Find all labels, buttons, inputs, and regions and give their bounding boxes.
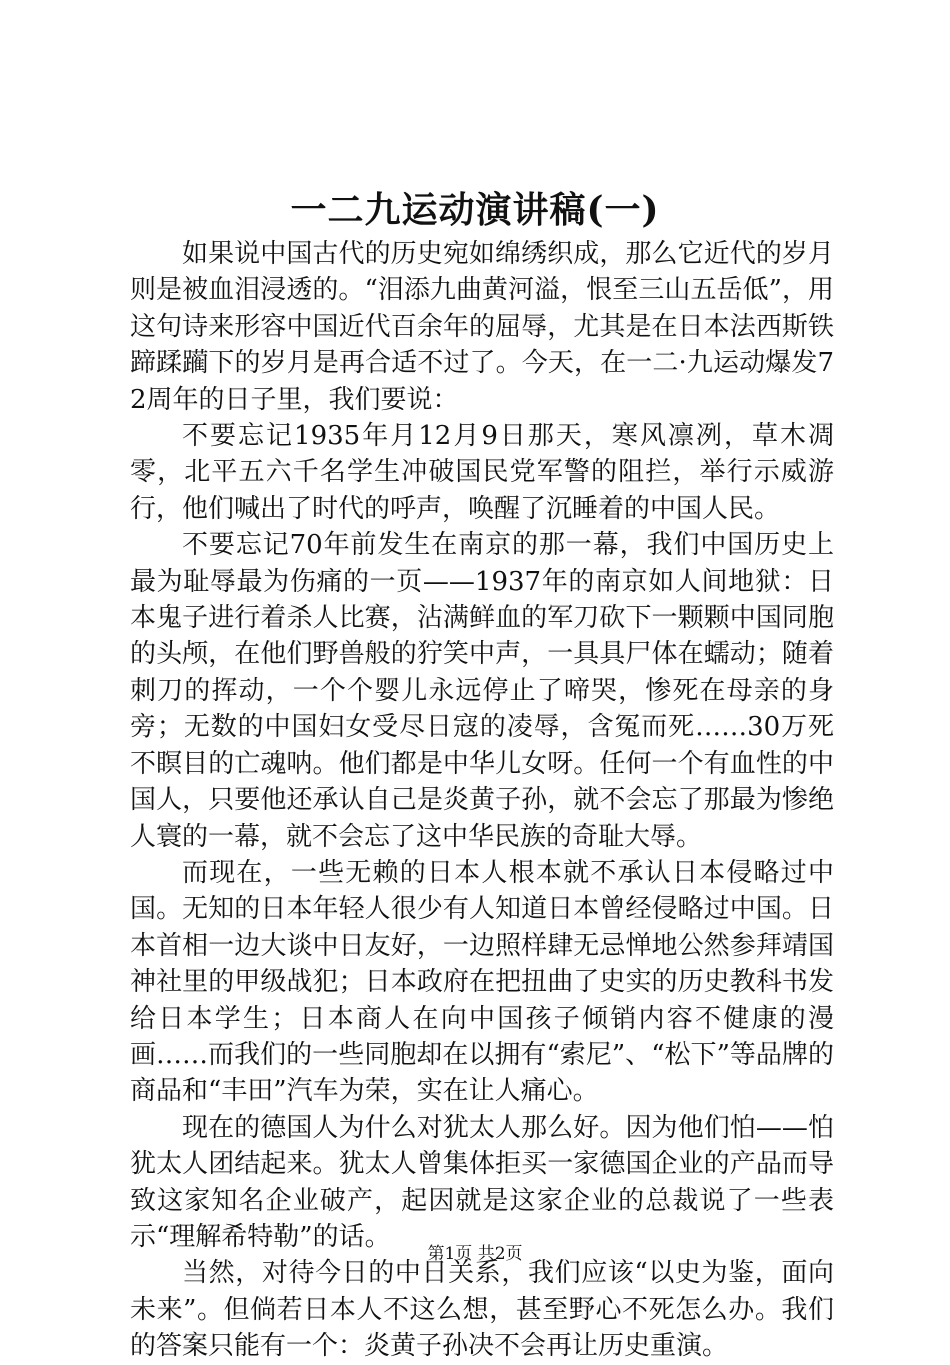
paragraph: 现在的德国人为什么对犹太人那么好。因为他们怕——怕犹太人团结起来。犹太人曾集体拒买一家德国企业的产品而导致这家知名企业破产，起因就是这家企业的总裁说了一些表示“理解希特勒”的话。 xyxy=(130,1112,834,1252)
paragraph: 而现在，一些无赖的日本人根本就不承认日本侵略过中国。无知的日本年轻人很少有人知道日本曾经侵略过中国。日本首相一边大谈中日友好，一边照样肆无忌惮地公然参拜靖国神社里的甲级战犯；日本政府在把扭曲了史实的历史教科书发给日本学生；日本商人在向中国孩子倾销内容不健康的漫画……而我们的一些同胞却在以拥有“索尼”、“松下”等品牌的商品和“丰田”汽车为荣，实在让人痛心。 xyxy=(130,857,834,1107)
document-body xyxy=(130,236,834,1365)
paragraph: 如果说中国古代的历史宛如绵绣织成，那么它近代的岁月则是被血泪浸透的。“泪添九曲黄河溢，恨至三山五岳低”，用这句诗来形容中国近代百余年的屈辱，尤其是在日本法西斯铁蹄蹂躏下的岁月是再合适不过了。今天，在一二·九运动爆发72周年的日子里，我们要说： xyxy=(130,239,834,415)
paragraph: 不要忘记1935年月12月9日那天，寒风凛冽，草木凋零，北平五六千名学生冲破国民党军警的阻拦，举行示威游行，他们喊出了时代的呼声，唤醒了沉睡着的中国人民。 xyxy=(130,421,834,524)
paragraph: 不要忘记70年前发生在南京的那一幕，我们中国历史上最为耻辱最为伤痛的一页——1937年的南京如人间地狱：日本鬼子进行着杀人比赛，沾满鲜血的军刀砍下一颗颗中国同胞的头颅，在他们野兽般的狞笑中声，一具具尸体在蠕动；随着刺刀的挥动，一个个婴儿永远停止了啼哭，惨死在母亲的身旁；无数的中国妇女受尽日寇的凌辱，含冤而死……30万死不瞑目的亡魂呐。他们都是中华儿女呀。任何一个有血性的中国人，只要他还承认自己是炎黄子孙，就不会忘了那最为惨绝人寰的一幕，就不会忘了这中华民族的奇耻大辱。 xyxy=(130,530,834,852)
paragraph: 当然，对待今日的中日关系，我们应该“以史为鉴，面向未来”。但倘若日本人不这么想，甚至野心不死怎么办。我们的答案只能有一个：炎黄子孙决不会再让历史重演。 xyxy=(130,1258,834,1362)
document-title: 一二九运动演讲稿(一) xyxy=(290,189,660,231)
page-number-footer: 第1页 共2页 xyxy=(427,1244,523,1264)
